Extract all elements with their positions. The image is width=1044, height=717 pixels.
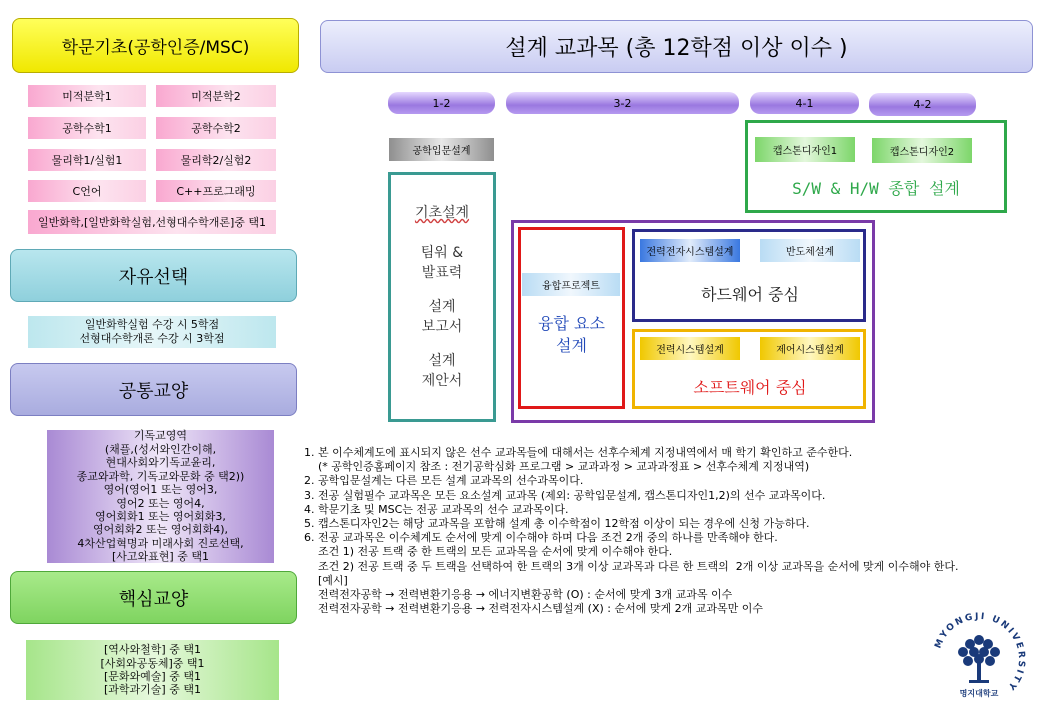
common-liberal-header: 공통교양 [10, 363, 297, 416]
convergence-description: 융합 요소 설계 [538, 314, 605, 355]
note-line: 5. 캡스톤디자인2는 해당 교과목을 포함해 설계 총 이수학점이 12학점 이상이 되는 경우에 신청 가능하다. [304, 517, 810, 531]
msc-header-label: 학문기초(공학인증/MSC) [61, 38, 250, 58]
common-liberal-box: 기독교영역 (채플,(성서와인간이해, 현대사회와기독교윤리, 종교와과학, 기독교와문화 중 택2)) 영어(영어1 또는 영어3, 영어2 또는 영어4, 영어회화1 또는 영어회화3, 영어회화2 또는 영어회화4), 4차산업혁명과 미래사회 진로선택, [사고와표현] 중 택1 [47, 430, 274, 563]
note-line: 전력전자공학 → 전력변환기응용 → 에너지변환공학 (O) : 순서에 맞게 3개 교과목 이수 [304, 588, 733, 602]
note-line: 2. 공학입문설계는 다른 모든 설계 교과목의 선수과목이다. [304, 474, 584, 488]
msc-course-4: 공학수학2 [156, 117, 276, 139]
note-line: 조건 2) 전공 트랙 중 두 트랙을 선택하여 한 트랙의 3개 이상 교과목과 다른 한 트랙의 2개 이상 교과목을 순서에 맞게 이수해야 한다. [304, 559, 959, 573]
capstone-description: S/W & H/W 종합 설계 [792, 178, 960, 198]
semiconductor-design: 반도체설계 [760, 239, 860, 262]
tree-icon [958, 635, 1000, 683]
intro-design-course: 공학입문설계 [389, 138, 494, 161]
basic-design-title: 기초설계 [414, 205, 470, 221]
capstone-frame [745, 120, 1007, 213]
semester-1-2: 1-2 [388, 92, 495, 114]
note-line: 4. 학문기초 및 MSC는 전공 교과목의 선수 교과목이다. [304, 502, 569, 516]
semester-4-2: 4-2 [869, 93, 976, 116]
university-seal-icon [926, 606, 1032, 712]
logo-korean-text: 명지대학교 [959, 689, 999, 698]
msc-course-6: 물리학2/실험2 [156, 149, 276, 171]
semester-4-1: 4-1 [750, 92, 859, 114]
notes-block [304, 446, 1024, 616]
msc-chemistry-choice: 일반화학,[일반화학실험,선형대수학개론]중 택1 [28, 210, 276, 234]
software-track-description: 소프트웨어 중심 [693, 377, 807, 397]
control-system-design: 제어시스템설계 [760, 337, 860, 360]
msc-header [12, 18, 299, 73]
semester-3-2: 3-2 [506, 92, 739, 114]
core-liberal-box: [역사와철학] 중 택1 [사회와공동체]중 택1 [문화와예술] 중 택1 [과학과기술] 중 택1 [26, 640, 279, 700]
capstone-design-1: 캡스톤디자인1 [755, 137, 855, 162]
msc-course-5: 물리학1/실험1 [28, 149, 146, 171]
convergence-project: 융합프로젝트 [522, 273, 620, 296]
msc-course-2: 미적분학2 [156, 85, 276, 107]
msc-course-1: 미적분학1 [28, 85, 146, 107]
free-elective-box: 일반화학실험 수강 시 5학점 선형대수학개론 수강 시 3학점 [28, 316, 276, 348]
msc-course-3: 공학수학1 [28, 117, 146, 139]
logo-ring-text: MYONGJI UNIVERSITY [933, 611, 1027, 693]
core-liberal-header: 핵심교양 [10, 571, 297, 624]
free-elective-header: 자유선택 [10, 249, 297, 302]
hardware-track-description: 하드웨어 중심 [701, 284, 799, 304]
basic-design-frame: 기초설계 팀워 & 발표력 설계 보고서 설계 제안서 [388, 172, 496, 422]
capstone-design-2: 캡스톤디자인2 [872, 138, 972, 163]
note-line: 전력전자공학 → 전력변환기응용 → 전력전자시스템설계 (X) : 순서에 맞게 2개 교과목만 이수 [304, 602, 763, 616]
power-electronics-system-design: 전력전자시스템설계 [640, 239, 740, 262]
msc-course-7: C언어 [28, 180, 146, 202]
msc-course-8: C++프로그래밍 [156, 180, 276, 202]
design-courses-title: 설계 교과목 (총 12학점 이상 이수 ) [320, 20, 1033, 73]
note-line: 6. 전공 교과목은 이수체계도 순서에 맞게 이수해야 하며 다음 조건 2개 중의 하나를 만족해야 한다. [304, 531, 778, 545]
university-logo [926, 606, 1032, 712]
note-line: [예시] [304, 573, 348, 587]
note-line: 1. 본 이수체계도에 표시되지 않은 선수 교과목들에 대해서는 선후수체계 지정내역에서 매 학기 확인하고 준수한다. [304, 446, 853, 459]
note-line: 3. 전공 실험필수 교과목은 모든 요소설계 교과목 (제외: 공학입문설계, 캡스톤디자인1,2)의 선수 교과목이다. [304, 488, 826, 502]
note-line: 조건 1) 전공 트랙 중 한 트랙의 모든 교과목을 순서에 맞게 이수해야 한다. [304, 545, 673, 559]
note-line: (* 공학인증홈페이지 참조 : 전기공학심화 프로그램 > 교과과정 > 교과과정표 > 선후수체계 지정내역) [304, 460, 810, 474]
power-system-design: 전력시스템설계 [640, 337, 740, 360]
